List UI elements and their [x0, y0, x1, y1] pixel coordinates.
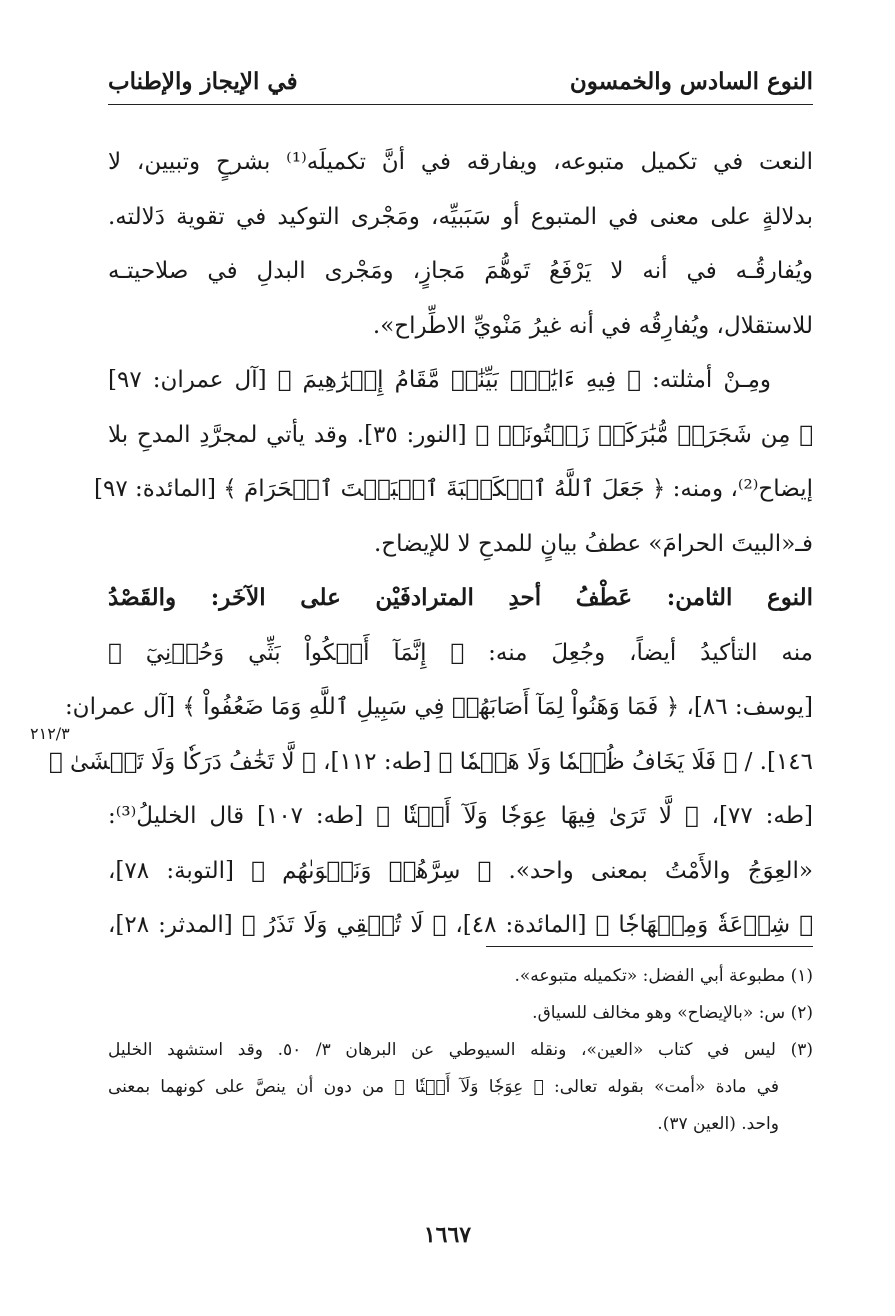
text-line: منه التأكيدُ أيضاً، وجُعِلَ منه: ﴿ إِنَّمَآ أَشۡكُواْ بَثِّي وَحُزۡنِيٓ ﴾: [108, 639, 813, 666]
text-line: النعت في تكميل متبوعه، ويفارقه في أنَّ تكميلَه⁽¹⁾ بشرحٍ وتبيين، لا: [108, 149, 813, 175]
footnote-1: (١) مطبوعة أبي الفضل: «تكميله متبوعه».: [514, 966, 813, 986]
footnotes: [108, 958, 813, 1143]
text-line: للاستقلال، ويُفارِقُه في أنه غيرُ مَنْويِّ الاطِّراح».: [372, 312, 813, 339]
text-line: «العِوَجُ والأَمْتُ بمعنى واحد». ﴿ سِرَّهُمۡ وَنَجۡوَىٰهُم ﴾ [التوبة: ٧٨]،: [108, 857, 813, 884]
footnote-3-continuation: في مادة «أمت» بقوله تعالى: ﴿ عِوَجٗا وَلَآ أَمۡتٗا ﴾ من دون أن ينصَّ على كونهما بمعنى: [108, 1077, 779, 1097]
section-title: في الإيجاز والإطناب: [108, 68, 298, 95]
header-divider: [108, 104, 813, 105]
running-header: [108, 58, 813, 106]
text-line: ويُفارقُـه في أنه لا يَرْفَعُ تَوهُّمَ مَجازٍ، ومَجْرى البدلِ في صلاحيتـه: [108, 258, 813, 284]
text-line: ١٤٦]. / ﴿ فَلَا يَخَافُ ظُلۡمٗا وَلَا هَضۡمٗا ﴾ [طه: ١١٢]، ﴿ لَّا تَخَٰفُ دَرَكٗا وَلَا تَخۡشَىٰ ﴾: [48, 748, 813, 775]
footnote-3-continuation: واحد. (العين ٣٧).: [657, 1114, 779, 1134]
footnote-2: (٢) س: «بالإيضاح» وهو مخالف للسياق.: [532, 1003, 813, 1023]
text-line: ومِـنْ أمثلته: ﴿ فِيهِ ءَايَٰتُۢ بَيِّنَٰتٞ مَّقَامُ إِبۡرَٰهِيمَ ﴾ [آل عمران: ٩٧]: [108, 367, 771, 393]
text-line: بدلالةٍ على معنى في المتبوع أو سَبَبيِّه، ومَجْرى التوكيد في تقوية دَلالته.: [108, 203, 813, 230]
footnote-divider: [486, 946, 813, 947]
section-heading-line: النوع الثامن: عَطْفُ أحدِ المترادفَيْن على الآخَر: والقَصْدُ: [108, 584, 813, 611]
text-line: [يوسف: ٨٦]، ﴿ فَمَا وَهَنُواْ لِمَآ أَصَابَهُمۡ فِي سَبِيلِ ٱللَّهِ وَمَا ضَعُفُواْ ﴾ [آل عمران:: [64, 694, 813, 720]
footnote-3: (٣) ليس في كتاب «العين»، ونقله السيوطي عن البرهان ٣/ ٥٠. وقد استشهد الخليل: [108, 1040, 813, 1060]
page-number: ١٦٦٧: [423, 1222, 472, 1248]
chapter-title: النوع السادس والخمسون: [569, 68, 813, 95]
text-line: فـ«البيتَ الحرامَ» عطفُ بيانٍ للمدحِ لا للإيضاح.: [373, 530, 813, 557]
text-line: [طه: ٧٧]، ﴿ لَّا تَرَىٰ فِيهَا عِوَجٗا وَلَآ أَمۡتٗا ﴾ [طه: ١٠٧] قال الخليلُ⁽³⁾:: [108, 803, 813, 829]
text-line: ﴿ مِن شَجَرَةٖ مُّبَٰرَكَةٖ زَيۡتُونَةٖ ﴾ [النور: ٣٥]. وقد يأتي لمجرَّدِ المدحِ بلا: [108, 421, 813, 448]
margin-page-reference: ٢١٢/٣: [30, 724, 70, 743]
text-line: إيضاح⁽²⁾، ومنه: ﴿ جَعَلَ ٱللَّهُ ٱلۡكَعۡبَةَ ٱلۡبَيۡتَ ٱلۡحَرَامَ ﴾ [المائدة: ٩٧]: [94, 476, 813, 502]
text-line: ﴿ شِرۡعَةٗ وَمِنۡهَاجٗا ﴾ [المائدة: ٤٨]، ﴿ لَا تُبۡقِي وَلَا تَذَرُ ﴾ [المدثر: ٢٨]،: [108, 912, 814, 938]
